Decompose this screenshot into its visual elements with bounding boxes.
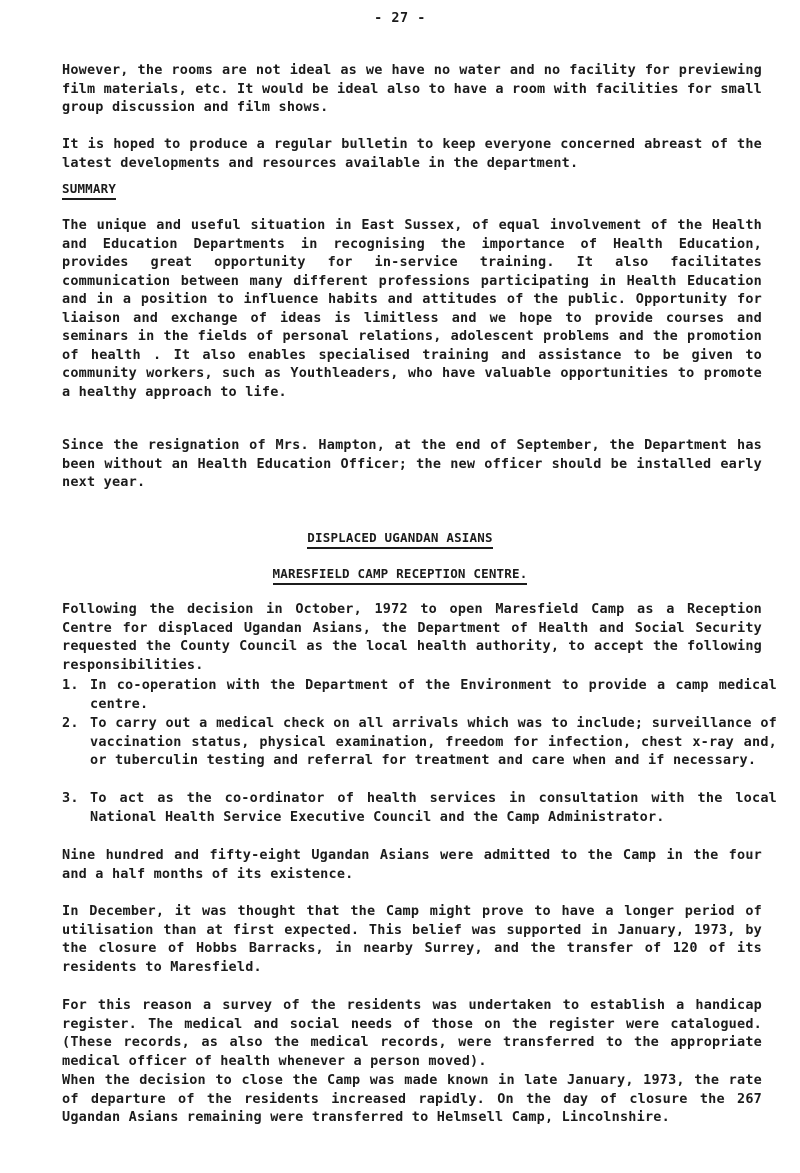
- page-number: - 27 -: [374, 10, 426, 26]
- maresfield-subheading: MARESFIELD CAMP RECEPTION CENTRE.: [273, 566, 528, 585]
- admitted-paragraph: Nine hundred and fifty-eight Ugandan Asians were admitted to the Camp in the four and a half months of its existence.: [62, 847, 762, 882]
- december-paragraph: In December, it was thought that the Camp might prove to have a longer period of utilisation than at first expected. This belief was supported in January, 1973, by the closure of Hobbs Barracks, in nearby Surrey, and the transfer of 120 of its residents to Maresfield.: [62, 903, 762, 975]
- closure-paragraph: When the decision to close the Camp was made known in late January, 1973, the rate of departure of the residents increased rapidly. On the day of closure the 267 Ugandan Asians remaining were transferred to Helmsell Camp, Lincolnshire.: [62, 1072, 762, 1125]
- responsibility-item: [62, 789, 777, 826]
- responsibility-text: To act as the co-ordinator of health services in consultation with the local National Health Service Executive Council and the Camp Administrator.: [90, 790, 777, 825]
- resignation-paragraph: Since the resignation of Mrs. Hampton, at the end of September, the Department has been without an Health Education Officer; the new officer should be installed early next year.: [62, 437, 762, 490]
- bulletin-paragraph: It is hoped to produce a regular bulletin to keep everyone concerned abreast of the latest developments and resources available in the department.: [62, 136, 762, 171]
- summary-heading: SUMMARY: [62, 181, 116, 200]
- ugandan-intro-paragraph: Following the decision in October, 1972 to open Maresfield Camp as a Reception Centre for displaced Ugandan Asians, the Department of Health and Social Security requested the County Council as the local health authority, to accept the following responsibilities.: [62, 601, 762, 673]
- ugandan-heading: DISPLACED UGANDAN ASIANS: [307, 530, 492, 549]
- responsibility-number: 3.: [62, 790, 79, 806]
- rooms-paragraph: However, the rooms are not ideal as we have no water and no facility for previewing film materials, etc. It would be ideal also to have a room with facilities for small group discussion and film shows.: [62, 62, 762, 115]
- responsibility-item: [62, 714, 777, 770]
- responsibility-number: 2.: [62, 715, 79, 731]
- responsibility-number: 1.: [62, 677, 79, 693]
- summary-paragraph: The unique and useful situation in East Sussex, of equal involvement of the Health and Education Departments in recognising the importance of Health Education, provides great opportunity for in-service training. It also facilitates communication between many different professions participating in Health Education and in a position to influence habits and attitudes of the public. Opportunity for liaison and exchange of ideas is limitless and we hope to provide courses and seminars in the fields of personal relations, adolescent problems and the promotion of health . It also enables specialised training and assistance to be given to community workers, such as Youthleaders, who have valuable opportunities to promote a healthy approach to life.: [62, 217, 762, 400]
- maresfield-subheading-wrapper: [0, 563, 800, 585]
- survey-paragraph: For this reason a survey of the residents was undertaken to establish a handicap register. The medical and social needs of those on the register were catalogued. (These records, as also the medical records, were transferred to the appropriate medical officer of health whenever a person moved).: [62, 997, 762, 1069]
- responsibility-text: In co-operation with the Department of the Environment to provide a camp medical centre.: [90, 677, 777, 712]
- responsibility-item: [62, 676, 777, 713]
- responsibility-text: To carry out a medical check on all arrivals which was to include; surveillance of vaccination status, physical examination, freedom for infection, chest x-ray and, or tuberculin testing and referral for treatment and care when and if necessary.: [90, 715, 777, 768]
- ugandan-heading-wrapper: [0, 527, 800, 549]
